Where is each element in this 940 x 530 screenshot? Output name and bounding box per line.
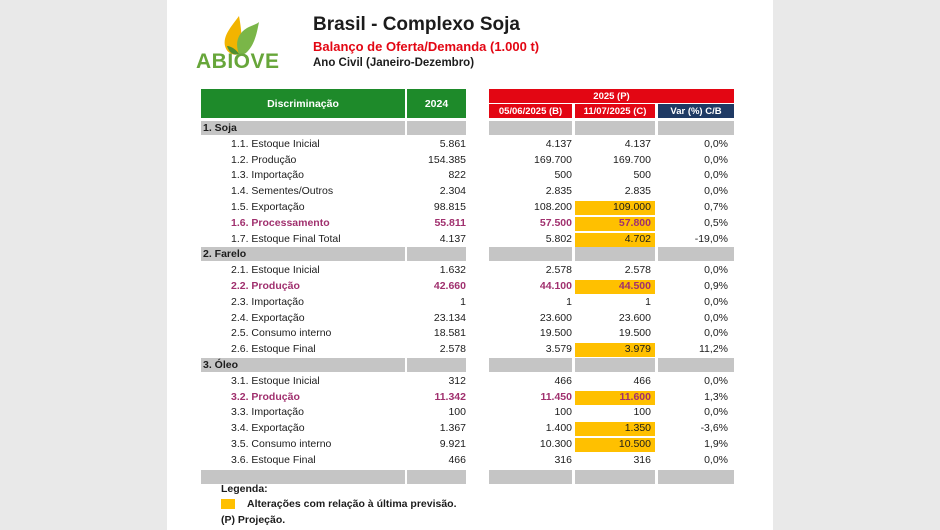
section-1-band-c bbox=[575, 121, 655, 135]
value-b: 11.450 bbox=[540, 391, 572, 403]
value-c: 11.600 bbox=[619, 391, 651, 403]
value-var: 1,9% bbox=[704, 438, 728, 450]
value-b: 169.700 bbox=[534, 154, 572, 166]
value-b: 1.400 bbox=[545, 422, 572, 434]
value-var: 0,0% bbox=[704, 327, 728, 339]
footer-band-var bbox=[658, 470, 734, 484]
value-var: 0,0% bbox=[704, 169, 728, 181]
value-c: 4.702 bbox=[624, 233, 651, 245]
legend-title: Legenda: bbox=[221, 483, 268, 495]
value-2024: 1 bbox=[460, 296, 466, 308]
row-label: 1.3. Importação bbox=[231, 169, 304, 181]
value-2024: 312 bbox=[448, 375, 466, 387]
value-var: 0,0% bbox=[704, 406, 728, 418]
value-c: 466 bbox=[633, 375, 651, 387]
section-3-band-c bbox=[575, 358, 655, 372]
section-3-band-var bbox=[658, 358, 734, 372]
footer-band-b bbox=[489, 470, 572, 484]
value-c: 500 bbox=[633, 169, 651, 181]
row-label: 1.6. Processamento bbox=[231, 217, 330, 229]
header-2025: 2025 (P) bbox=[489, 89, 734, 103]
section-2-band-b bbox=[489, 247, 572, 261]
footer-band-c bbox=[575, 470, 655, 484]
value-b: 5.802 bbox=[545, 233, 572, 245]
value-var: 0,7% bbox=[704, 201, 728, 213]
logo-text: ABIOVE bbox=[196, 50, 280, 73]
value-b: 19.500 bbox=[539, 327, 572, 339]
legend-highlight-swatch bbox=[221, 499, 235, 509]
section-1-band-2024 bbox=[407, 121, 466, 135]
section-1-band-var bbox=[658, 121, 734, 135]
value-b: 23.600 bbox=[539, 312, 572, 324]
value-2024: 1.367 bbox=[439, 422, 466, 434]
section-2-band-2024 bbox=[407, 247, 466, 261]
value-2024: 2.578 bbox=[439, 343, 466, 355]
value-c: 2.578 bbox=[624, 264, 651, 276]
value-var: 0,0% bbox=[704, 312, 728, 324]
row-label: 3.5. Consumo interno bbox=[231, 438, 332, 450]
value-c: 23.600 bbox=[618, 312, 651, 324]
value-b: 316 bbox=[554, 454, 572, 466]
value-b: 44.100 bbox=[539, 280, 572, 292]
section-3-band-b bbox=[489, 358, 572, 372]
row-label: 3.2. Produção bbox=[231, 391, 300, 403]
header-col-var: Var (%) C/B bbox=[658, 104, 734, 118]
value-2024: 1.632 bbox=[439, 264, 466, 276]
value-var: 0,0% bbox=[704, 296, 728, 308]
value-2024: 55.811 bbox=[434, 217, 466, 229]
row-label: 1.4. Sementes/Outros bbox=[231, 185, 334, 197]
row-label: 2.1. Estoque Inicial bbox=[231, 264, 320, 276]
value-var: 11,2% bbox=[699, 343, 728, 355]
value-c: 57.800 bbox=[618, 217, 651, 229]
section-2-band-c bbox=[575, 247, 655, 261]
row-label: 3.3. Importação bbox=[231, 406, 304, 418]
footer-band-2024 bbox=[407, 470, 466, 484]
value-var: 0,5% bbox=[704, 217, 728, 229]
page-subtitle: Balanço de Oferta/Demanda (1.000 t) bbox=[313, 39, 540, 54]
value-b: 2.835 bbox=[545, 185, 572, 197]
section-2-band-var bbox=[658, 247, 734, 261]
value-2024: 23.134 bbox=[433, 312, 466, 324]
row-label: 2.4. Exportação bbox=[231, 312, 305, 324]
value-2024: 154.385 bbox=[428, 154, 466, 166]
row-label: 1.1. Estoque Inicial bbox=[231, 138, 320, 150]
value-b: 100 bbox=[554, 406, 572, 418]
header-2024: 2024 bbox=[407, 89, 466, 118]
report-page bbox=[167, 0, 773, 530]
value-c: 44.500 bbox=[618, 280, 651, 292]
value-b: 1 bbox=[566, 296, 572, 308]
value-c: 316 bbox=[633, 454, 651, 466]
row-label: 1.2. Produção bbox=[231, 154, 297, 166]
row-label: 2.5. Consumo interno bbox=[231, 327, 332, 339]
value-var: -3,6% bbox=[700, 422, 728, 434]
section-3-title: 3. Óleo bbox=[203, 359, 239, 371]
row-label: 3.1. Estoque Inicial bbox=[231, 375, 320, 387]
value-2024: 2.304 bbox=[439, 185, 466, 197]
value-var: 0,9% bbox=[704, 280, 728, 292]
row-label: 2.3. Importação bbox=[231, 296, 304, 308]
value-c: 109.000 bbox=[613, 201, 651, 213]
value-2024: 822 bbox=[448, 169, 466, 181]
header-discriminacao: Discriminação bbox=[201, 89, 405, 118]
value-2024: 100 bbox=[448, 406, 466, 418]
value-c: 3.979 bbox=[624, 343, 651, 355]
value-b: 108.200 bbox=[534, 201, 572, 213]
value-var: 0,0% bbox=[704, 375, 728, 387]
section-2-title: 2. Farelo bbox=[203, 248, 247, 260]
legend-highlight-text: Alterações com relação à última previsão. bbox=[247, 498, 457, 510]
section-1-title: 1. Soja bbox=[203, 122, 237, 134]
section-1-band-b bbox=[489, 121, 572, 135]
row-label: 3.4. Exportação bbox=[231, 422, 305, 434]
value-2024: 466 bbox=[448, 454, 466, 466]
value-c: 4.137 bbox=[624, 138, 651, 150]
row-label: 1.7. Estoque Final Total bbox=[231, 233, 341, 245]
value-2024: 4.137 bbox=[439, 233, 466, 245]
header-col-c: 11/07/2025 (C) bbox=[575, 104, 655, 118]
row-label: 2.6. Estoque Final bbox=[231, 343, 316, 355]
value-2024: 18.581 bbox=[433, 327, 466, 339]
row-label: 2.2. Produção bbox=[231, 280, 300, 292]
value-var: 0,0% bbox=[704, 264, 728, 276]
value-2024: 98.815 bbox=[433, 201, 466, 213]
value-c: 100 bbox=[633, 406, 651, 418]
value-b: 10.300 bbox=[539, 438, 572, 450]
value-2024: 5.861 bbox=[439, 138, 466, 150]
value-var: 0,0% bbox=[704, 138, 728, 150]
value-b: 466 bbox=[554, 375, 572, 387]
value-var: 1,3% bbox=[704, 391, 728, 403]
value-2024: 9.921 bbox=[439, 438, 466, 450]
period-label: Ano Civil (Janeiro-Dezembro) bbox=[313, 57, 475, 69]
value-var: 0,0% bbox=[704, 185, 728, 197]
footer-band-label bbox=[201, 470, 405, 484]
value-b: 500 bbox=[554, 169, 572, 181]
value-c: 19.500 bbox=[618, 327, 651, 339]
legend-projection-text: (P) Projeção. bbox=[221, 514, 286, 526]
value-c: 169.700 bbox=[613, 154, 651, 166]
value-c: 10.500 bbox=[618, 438, 651, 450]
value-c: 1 bbox=[645, 296, 651, 308]
value-var: 0,0% bbox=[704, 154, 728, 166]
value-var: -19,0% bbox=[694, 233, 728, 245]
value-b: 4.137 bbox=[545, 138, 572, 150]
value-b: 2.578 bbox=[545, 264, 572, 276]
value-var: 0,0% bbox=[704, 454, 728, 466]
value-2024: 42.660 bbox=[433, 280, 466, 292]
section-3-band-2024 bbox=[407, 358, 466, 372]
header-col-b: 05/06/2025 (B) bbox=[489, 104, 572, 118]
value-c: 2.835 bbox=[624, 185, 651, 197]
value-2024: 11.342 bbox=[434, 391, 466, 403]
row-label: 3.6. Estoque Final bbox=[231, 454, 316, 466]
value-b: 57.500 bbox=[539, 217, 572, 229]
value-c: 1.350 bbox=[624, 422, 651, 434]
value-b: 3.579 bbox=[545, 343, 572, 355]
page-title: Brasil - Complexo Soja bbox=[313, 14, 520, 35]
row-label: 1.5. Exportação bbox=[231, 201, 305, 213]
